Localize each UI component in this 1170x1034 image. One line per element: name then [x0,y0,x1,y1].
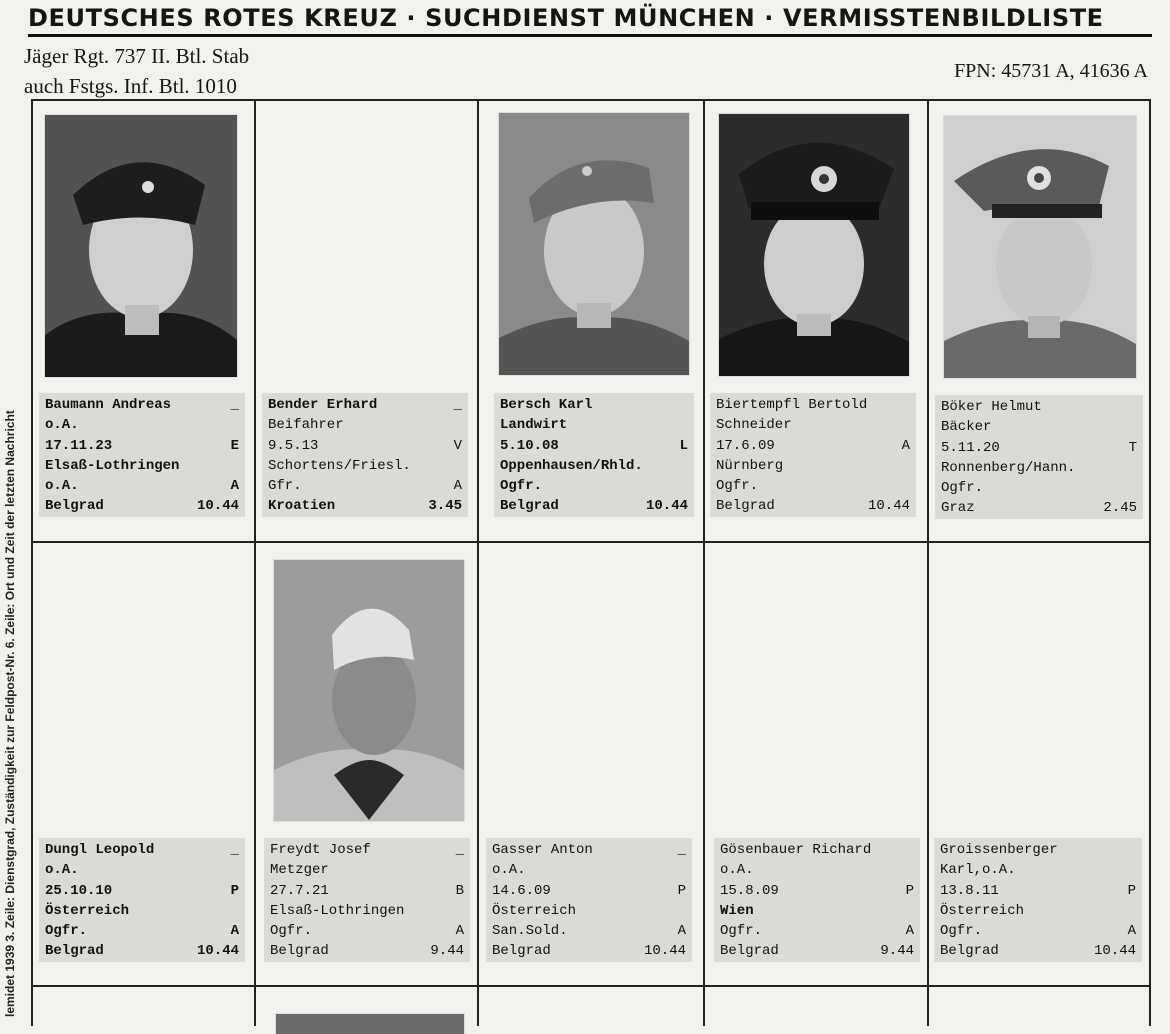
last-date: 10.44 [645,498,688,515]
last-date: 2.45 [1103,500,1137,517]
person-name: Böker Helmut [941,399,1042,415]
person-card [934,838,1142,962]
birth-date: 15.8.09 [720,882,779,899]
person-card [262,393,468,517]
last-date: 10.44 [196,498,239,515]
person-name: Gasser Anton [492,842,593,858]
portrait-photo [499,113,689,375]
person-name: Biertempfl Bertold [716,397,868,413]
last-date: 9.44 [430,943,464,960]
person-occupation: o.A. [45,417,79,434]
page-title: DEUTSCHES ROTES KREUZ · SUCHDIENST MÜNCHEN · VERMISSTENBILDLISTE [28,4,1152,37]
name-mark: _ [453,397,462,413]
person-card [486,838,692,962]
person-occupation: o.A. [45,862,79,879]
birth-place: Österreich [940,902,1025,919]
birth-place: Elsaß-Lothringen [45,457,180,474]
last-place: Belgrad [45,943,104,960]
birth-date: 17.11.23 [45,437,113,454]
last-date: 10.44 [1093,943,1136,960]
person-name: Bender Erhard [268,397,378,413]
portrait-photo [274,560,464,821]
birth-date: 5.10.08 [500,437,559,454]
unit-line-2: auch Fstgs. Inf. Btl. 1010 [24,74,237,98]
birth-date: 27.7.21 [270,882,329,899]
last-place: Belgrad [270,943,329,960]
person-occupation: Metzger [270,862,329,879]
grid-line [927,99,929,1026]
person-card [494,393,694,517]
last-date: 9.44 [880,943,914,960]
person-occupation: Schneider [716,417,792,434]
portrait-photo [276,1014,464,1034]
side-margin-note [0,100,18,1026]
grid-line [31,541,1151,543]
person-name: Baumann Andreas [45,397,172,413]
name-mark: _ [230,397,239,413]
code-letter: A [905,923,914,940]
birth-place: Elsaß-Lothringen [270,902,405,919]
last-place: Kroatien [268,498,336,515]
rank: Ogfr. [720,923,763,940]
person-card [935,395,1143,519]
birth-place: Österreich [45,902,130,919]
code-letter: P [677,882,686,899]
person-card [710,393,916,517]
rank: Ogfr. [270,923,313,940]
code-letter: A [230,478,239,495]
portrait-photo [944,116,1136,378]
code-letter: T [1128,439,1137,456]
last-date: 10.44 [196,943,239,960]
last-place: Graz [941,500,975,517]
unit-line-1: Jäger Rgt. 737 II. Btl. Stab [24,44,250,68]
grid-line [703,99,705,1026]
rank: Ogfr. [500,478,543,495]
code-letter: B [455,882,464,899]
last-place: Belgrad [720,943,779,960]
code-letter: V [453,437,462,454]
person-occupation: Karl,o.A. [940,862,1016,879]
person-occupation: Bäcker [941,419,992,436]
last-date: 10.44 [643,943,686,960]
last-place: Belgrad [940,943,999,960]
code-letter: E [230,437,239,454]
last-place: Belgrad [716,498,775,515]
last-place: Belgrad [45,498,104,515]
code-letter: P [905,882,914,899]
code-letter: P [230,882,239,899]
last-date: 10.44 [867,498,910,515]
rank: o.A. [45,478,79,495]
last-date: 3.45 [428,498,462,515]
person-name: Gösenbauer Richard [720,842,872,858]
rank: Ogfr. [941,480,984,497]
name-mark: _ [677,842,686,858]
birth-date: 13.8.11 [940,882,999,899]
person-card [714,838,920,962]
grid-line [31,985,1151,987]
rank: Ogfr. [716,478,759,495]
birth-date: 17.6.09 [716,437,775,454]
portrait-photo [719,114,909,376]
last-place: Belgrad [500,498,559,515]
grid-line [254,99,256,1026]
birth-date: 5.11.20 [941,439,1000,456]
birth-place: Nürnberg [716,457,784,474]
side-margin-text: lemidet 1939 3. Zeile: Dienstgrad, Zuständigkeit zur Feldpost-Nr. 6. Zeile: Ort und Zeit der letzten Nachricht [3,410,17,1017]
grid-line [31,99,33,1026]
birth-place: Wien [720,902,754,919]
rank: Gfr. [268,478,302,495]
person-occupation: Beifahrer [268,417,344,434]
name-mark: _ [230,842,239,858]
code-letter: A [230,923,239,940]
code-letter: A [1127,923,1136,940]
person-name: Freydt Josef [270,842,371,858]
birth-place: Österreich [492,902,577,919]
name-mark: _ [455,842,464,858]
rank: San.Sold. [492,923,568,940]
code-letter: A [677,923,686,940]
code-letter: L [679,437,688,454]
grid-line [477,99,479,1026]
code-letter: A [455,923,464,940]
portrait-photo [45,115,237,377]
person-card [39,838,245,962]
last-place: Belgrad [492,943,551,960]
birth-place: Ronnenberg/Hann. [941,459,1076,476]
code-letter: A [901,437,910,454]
code-letter: A [453,478,462,495]
grid-line [31,99,1151,101]
person-card [39,393,245,517]
person-occupation: Landwirt [500,417,568,434]
person-occupation: o.A. [492,862,526,879]
birth-date: 14.6.09 [492,882,551,899]
person-occupation: o.A. [720,862,754,879]
person-name: Groissenberger [940,842,1058,858]
person-name: Dungl Leopold [45,842,155,858]
rank: Ogfr. [45,923,88,940]
birth-date: 25.10.10 [45,882,113,899]
code-letter: P [1127,882,1136,899]
fpn-number: FPN: 45731 A, 41636 A [954,60,1148,82]
birth-place: Oppenhausen/Rhld. [500,457,643,474]
rank: Ogfr. [940,923,983,940]
person-card [264,838,470,962]
birth-place: Schortens/Friesl. [268,457,411,474]
grid-line [1149,99,1151,1026]
birth-date: 9.5.13 [268,437,319,454]
person-name: Bersch Karl [500,397,593,413]
